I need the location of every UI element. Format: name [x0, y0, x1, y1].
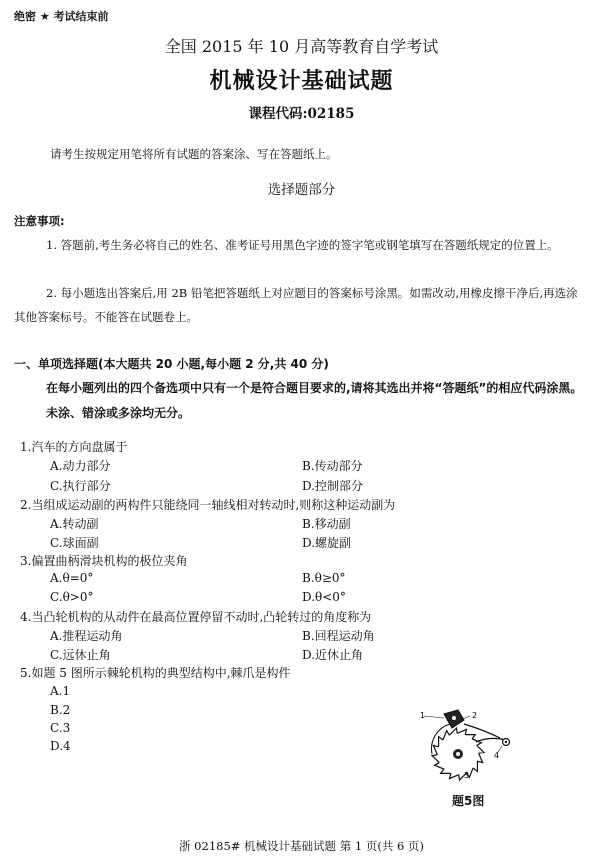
exam-title: 全国 2015 年 10 月高等教育自学考试: [164, 37, 439, 56]
course-code: 课程代码:02185: [248, 106, 355, 122]
figure-label-2: 2: [472, 711, 478, 720]
figure-label-1: 1: [420, 711, 426, 720]
figure-caption: 题5图: [452, 794, 485, 808]
option-4d: D.近休止角: [302, 648, 364, 662]
ratchet-mechanism-figure: [414, 706, 534, 788]
question-stem-3: 3.偏置曲柄滑块机构的极位夹角: [20, 554, 188, 568]
figure-label-3: 3: [464, 771, 470, 780]
subject-title: 机械设计基础试题: [209, 69, 394, 94]
option-1d: D.控制部分: [302, 479, 364, 493]
figure-label-4: 4: [494, 751, 500, 760]
answer-instruction: 请考生按规定用笔将所有试题的答案涂、写在答题纸上。: [50, 147, 338, 161]
note-item-1: 1. 答题前,考生务必将自己的姓名、准考证号用黑色字迹的签字笔或钢笔填写在答题纸规定的位置上。: [46, 238, 559, 252]
page-footer: 浙 02185# 机械设计基础试题 第 1 页(共 6 页): [179, 839, 424, 853]
option-2b: B.移动副: [302, 517, 351, 531]
locking-pawl: [476, 738, 506, 742]
question-stem-4: 4.当凸轮机构的从动件在最高位置停留不动时,凸轮转过的角度称为: [20, 610, 372, 624]
part-heading: 一、单项选择题(本大题共 20 小题,每小题 2 分,共 40 分): [14, 357, 329, 371]
option-5a: A.1: [50, 684, 71, 698]
option-5c: C.3: [50, 721, 71, 735]
option-4b: B.回程运动角: [302, 629, 375, 643]
question-stem-5: 5.如题 5 图所示棘轮机构的典型结构中,棘爪是构件: [20, 666, 291, 680]
question-stem-1: 1.汽车的方向盘属于: [20, 440, 128, 454]
option-2c: C.球面副: [50, 536, 99, 550]
confidential-mark: 绝密 ★ 考试结束前: [14, 10, 109, 23]
option-5d: D.4: [50, 739, 71, 753]
option-4a: A.推程运动角: [50, 629, 123, 643]
question-stem-2: 2.当组成运动副的两构件只能绕同一轴线相对转动时,则称这种运动副为: [20, 498, 396, 512]
option-1b: B.传动部分: [302, 459, 363, 473]
section-title: 选择题部分: [267, 182, 336, 198]
option-3a: A.θ=0°: [50, 571, 94, 585]
option-3d: D.θ<0°: [302, 590, 346, 604]
notes-heading: 注意事项:: [14, 214, 65, 228]
option-5b: B.2: [50, 703, 71, 717]
note-item-2: 2. 每小题选出答案后,用 2B 铅笔把答题纸上对应题目的答案标号涂黑。如需改动,用橡皮擦干净后,再选涂其他答案标号。不能答在试题卷上。: [14, 286, 578, 324]
option-1a: A.动力部分: [50, 459, 111, 473]
part-instruction: 在每小题列出的四个备选项中只有一个是符合题目要求的,请将其选出并将“答题纸”的相应代码涂黑。未涂、错涂或多涂均无分。: [46, 381, 583, 420]
option-2a: A.转动副: [50, 517, 99, 531]
option-4c: C.远休止角: [50, 648, 111, 662]
option-3c: C.θ>0°: [50, 590, 94, 604]
option-3b: B.θ≥0°: [302, 571, 346, 585]
option-1c: C.执行部分: [50, 479, 111, 493]
option-2d: D.螺旋副: [302, 536, 352, 550]
